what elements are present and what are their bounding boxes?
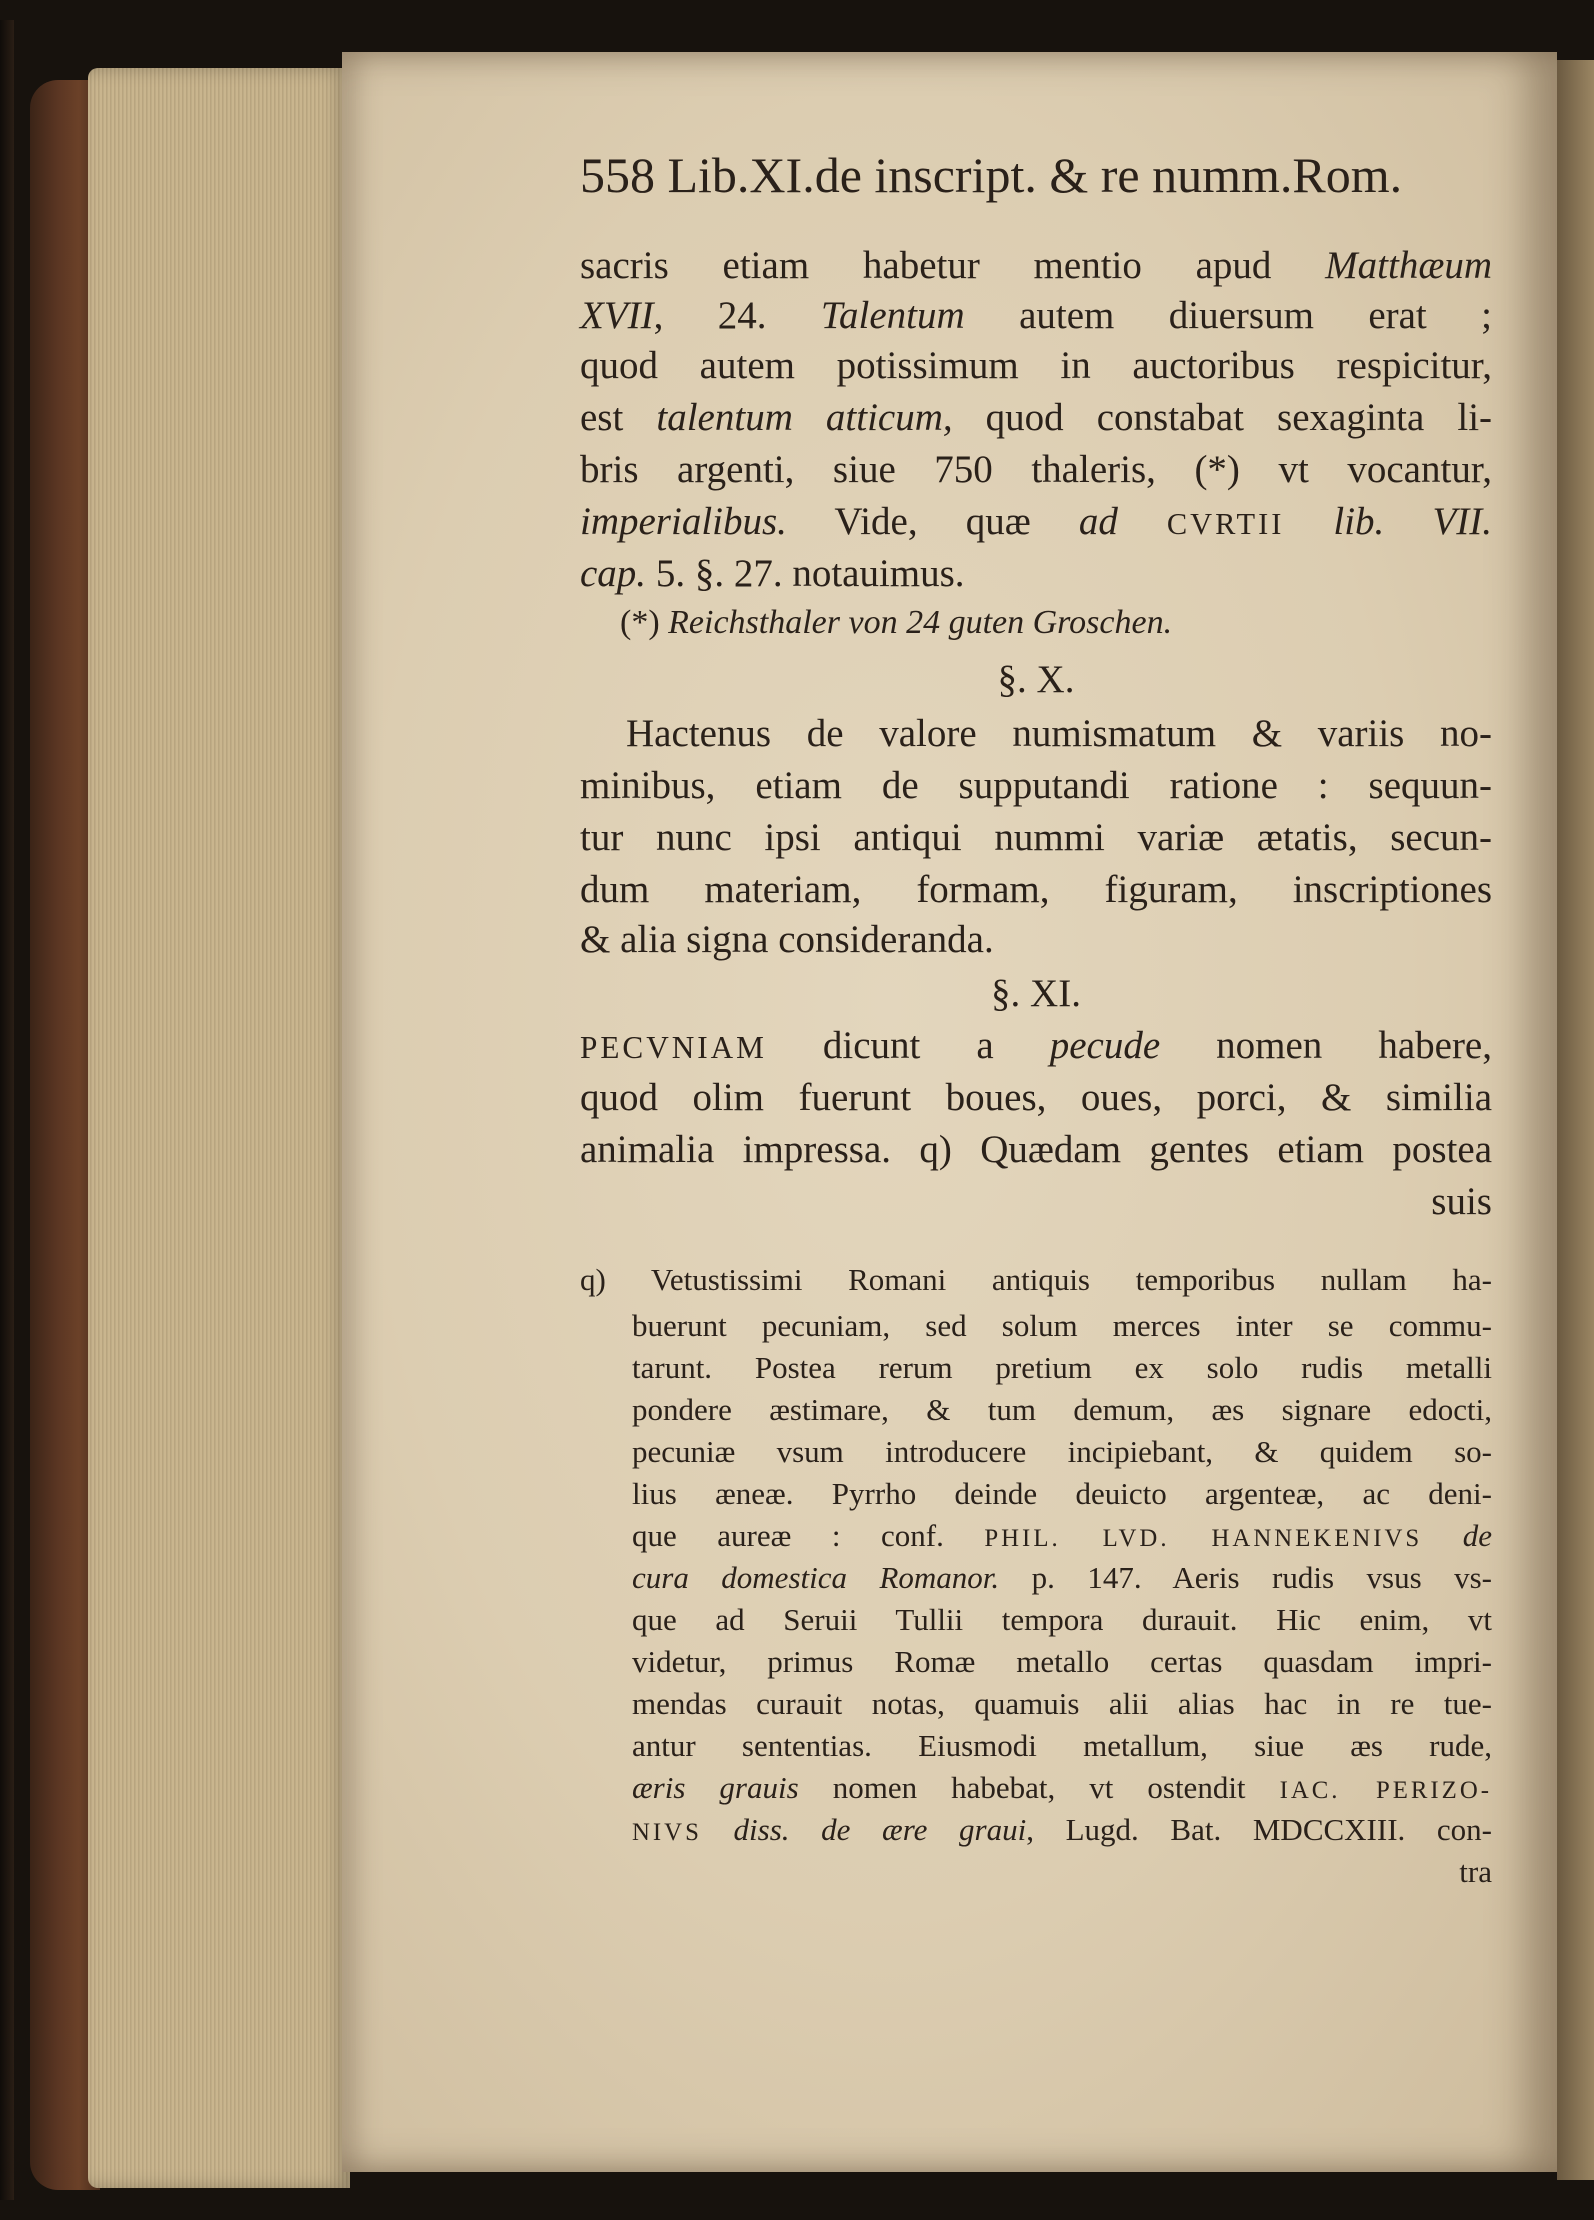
body-line-7: cap. 5. §. 27. notauimus. [580, 552, 965, 595]
footnote-q-line-3: tarunt. Postea rerum pretium ex solo rudis metalli [632, 1350, 1492, 1385]
section-x-line-5: & alia signa consideranda. [580, 918, 994, 961]
asterisk-note [580, 606, 1492, 640]
section-x-heading: §. X. [997, 658, 1075, 701]
section-x-line-4: dum materiam, formam, figuram, inscriptiones [580, 868, 1492, 911]
section-xi-line-1: PECVNIAM dicunt a pecude nomen habere, [580, 1024, 1492, 1067]
body-line-3: quod autem potissimum in auctoribus respicitur, [580, 344, 1492, 387]
footnote-q-line-7: que aureæ : conf. PHIL. LVD. HANNEKENIVS de [632, 1518, 1492, 1553]
footnote-q-line-5: pecuniæ vsum introducere incipiebant, & quidem so- [632, 1434, 1492, 1469]
facing-page-edge [1557, 60, 1594, 2180]
section-xi-heading: §. XI. [991, 972, 1081, 1015]
footnote-q-line-2: buerunt pecuniam, sed solum merces inter se commu- [632, 1308, 1492, 1343]
section-x-line-3: tur nunc ipsi antiqui nummi variæ ætatis, secun- [580, 816, 1492, 859]
section-x-line-2: minibus, etiam de supputandi ratione : sequun- [580, 764, 1492, 807]
asterisk-note-text: Reichsthaler von 24 guten Groschen. [668, 604, 1173, 641]
footnote-q-line-13: æris grauis nomen habebat, vt ostendit IAC. PERIZO- [632, 1770, 1492, 1805]
footnote-q-line-12: antur sententias. Eiusmodi metallum, siue æs rude, [632, 1728, 1492, 1763]
scan-background-edge [0, 20, 14, 2200]
section-xi-line-3: animalia impressa. q) Quædam gentes etiam postea [580, 1128, 1492, 1171]
footnote-q-line-9: que ad Seruii Tullii tempora durauit. Hic enim, vt [632, 1602, 1492, 1637]
footnote-q-line-4: pondere æstimare, & tum demum, æs signare edocti, [632, 1392, 1492, 1427]
page-number: 558 [580, 147, 655, 203]
catchword: suis [1431, 1180, 1492, 1223]
section-xi-line-2: quod olim fuerunt boues, oues, porci, & similia [580, 1076, 1492, 1119]
page-header [580, 147, 1492, 203]
body-line-5: bris argenti, siue 750 thaleris, (*) vt vocantur, [580, 448, 1492, 491]
footnote-q-marker: q) [580, 1262, 651, 1297]
section-x-line-1: Hactenus de valore numismatum & variis no- [626, 712, 1492, 755]
footnote-q-line-6: lius æneæ. Pyrrho deinde deuicto argenteæ, ac deni- [632, 1476, 1492, 1511]
body-line-6: imperialibus. Vide, quæ ad CVRTII lib. VII. [580, 500, 1492, 543]
body-line-2: XVII, 24. Talentum autem diuersum erat ; [580, 294, 1492, 337]
footnote-q-line-11: mendas curauit notas, quamuis alii alias hac in re tue- [632, 1686, 1492, 1721]
asterisk-note-marker: (*) [620, 604, 669, 641]
running-title: Lib.XI.de inscript. & re numm.Rom. [667, 147, 1403, 203]
body-line-4: est talentum atticum, quod constabat sexaginta li- [580, 396, 1493, 439]
body-line-1: sacris etiam habetur mentio apud Matthæum [580, 244, 1492, 287]
footnote-q-line-10: videtur, primus Romæ metallo certas quasdam impri- [632, 1644, 1492, 1679]
footnote-q-line-14: NIVS diss. de ære graui, Lugd. Bat. MDCCXIII. con- [632, 1812, 1493, 1847]
page-block-edge [88, 68, 350, 2188]
footnote-q-line-8: cura domestica Romanor. p. 147. Aeris rudis vsus vs- [632, 1560, 1492, 1595]
footnote-catchword: tra [1459, 1854, 1492, 1889]
footnote-q-line-1: q) Vetustissimi Romani antiquis temporibus nullam ha- [580, 1262, 1492, 1297]
